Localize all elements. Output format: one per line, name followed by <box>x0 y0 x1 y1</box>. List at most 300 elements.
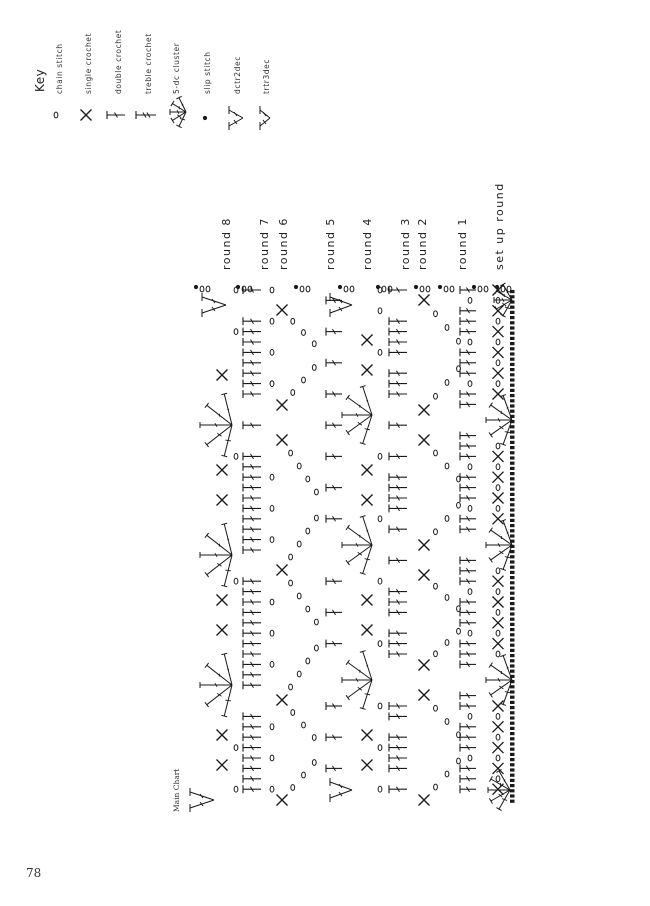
chain-stitch-symbol <box>234 454 238 460</box>
chain-stitch-symbol <box>496 360 500 366</box>
chain-stitch-symbol <box>445 771 449 777</box>
chain-stitch-symbol <box>496 443 500 449</box>
key-label-dctr2dec: dctr2dec <box>233 56 242 94</box>
single-crochet-symbol <box>277 400 288 411</box>
chain-stitch-symbol <box>302 722 306 728</box>
single-crochet-symbol <box>493 493 504 504</box>
single-crochet-symbol <box>419 540 430 551</box>
chain-stitch-symbol <box>420 286 424 292</box>
key-label-treble-crochet: treble crochet <box>144 33 153 94</box>
double-crochet-symbol <box>243 494 261 502</box>
chain-stitch-symbol <box>291 785 295 791</box>
slip-stitch-symbol <box>376 285 380 289</box>
chain-stitch-symbol <box>306 286 310 292</box>
chain-stitch-symbol <box>297 541 301 547</box>
chain-stitch-symbol <box>496 734 500 740</box>
double-crochet-symbol <box>389 702 407 710</box>
single-crochet-symbol <box>493 638 504 649</box>
dctr2dec-symbol <box>330 778 352 802</box>
double-crochet-symbol <box>243 463 261 471</box>
single-crochet-symbol <box>81 110 92 121</box>
key-label-trtr3dec: trtr3dec <box>262 58 271 94</box>
chain-stitch-symbol <box>200 286 204 292</box>
5-dc-cluster-symbol <box>200 393 232 457</box>
chain-stitch-symbol <box>496 381 500 387</box>
double-crochet-symbol <box>460 369 476 377</box>
chain-stitch-symbol <box>291 710 295 716</box>
double-crochet-symbol <box>389 369 407 377</box>
chain-stitch-symbol <box>289 554 293 560</box>
chain-stitch-symbol <box>468 630 472 636</box>
double-crochet-symbol <box>389 588 407 596</box>
chain-stitch-symbol <box>270 786 274 792</box>
double-crochet-symbol <box>243 619 261 627</box>
single-crochet-symbol <box>362 730 373 741</box>
chain-stitch-symbol <box>234 786 238 792</box>
chain-stitch-symbol <box>270 662 274 668</box>
double-crochet-symbol <box>326 702 342 710</box>
chain-stitch-symbol <box>291 390 295 396</box>
double-crochet-symbol <box>389 556 407 564</box>
double-crochet-symbol <box>460 473 476 481</box>
single-crochet-symbol <box>493 472 504 483</box>
double-crochet-symbol <box>243 380 261 388</box>
double-crochet-symbol <box>243 390 261 398</box>
chain-stitch-symbol <box>496 464 500 470</box>
chain-stitch-symbol <box>496 589 500 595</box>
chain-stitch-symbol <box>302 377 306 383</box>
double-crochet-symbol <box>389 317 407 325</box>
chain-stitch-symbol <box>450 286 454 292</box>
double-crochet-symbol <box>243 338 261 346</box>
double-crochet-symbol <box>243 754 261 762</box>
chain-stitch-symbol <box>468 464 472 470</box>
chain-stitch-symbol <box>54 112 58 118</box>
double-crochet-symbol <box>243 588 261 596</box>
chain-stitch-symbol <box>378 703 382 709</box>
double-crochet-symbol <box>243 785 261 793</box>
single-crochet-symbol <box>217 760 228 771</box>
chain-stitch-symbol <box>434 450 438 456</box>
double-crochet-symbol <box>389 712 407 720</box>
double-crochet-symbol <box>460 702 476 710</box>
double-crochet-symbol <box>326 515 342 523</box>
double-crochet-symbol <box>460 317 476 325</box>
double-crochet-symbol <box>389 504 407 512</box>
double-crochet-symbol <box>460 525 476 533</box>
double-crochet-symbol <box>389 338 407 346</box>
single-crochet-symbol <box>277 795 288 806</box>
chain-stitch-symbol <box>445 719 449 725</box>
single-crochet-symbol <box>217 370 228 381</box>
chart-title: Main Chart <box>172 768 181 812</box>
double-crochet-symbol <box>460 348 476 356</box>
chain-stitch-symbol <box>434 651 438 657</box>
chain-stitch-symbol <box>496 776 500 782</box>
double-crochet-symbol <box>460 775 476 783</box>
chain-stitch-symbol <box>378 578 382 584</box>
double-crochet-symbol <box>243 598 261 606</box>
chain-stitch-symbol <box>496 506 500 512</box>
slip-stitch-symbol <box>338 285 342 289</box>
chain-stitch-symbol <box>468 298 472 304</box>
double-crochet-symbol <box>326 421 342 429</box>
chain-stitch-symbol <box>445 380 449 386</box>
key-label-single-crochet: single crochet <box>84 32 93 94</box>
double-crochet-symbol <box>326 640 342 648</box>
single-crochet-symbol <box>217 730 228 741</box>
5-dc-cluster-symbol <box>342 386 372 445</box>
double-crochet-symbol <box>460 733 476 741</box>
single-crochet-symbol <box>493 576 504 587</box>
double-crochet-symbol <box>243 744 261 752</box>
double-crochet-symbol <box>243 577 261 585</box>
double-crochet-symbol <box>243 650 261 658</box>
single-crochet-symbol <box>362 760 373 771</box>
key-title: Key <box>33 68 47 92</box>
chain-stitch-symbol <box>270 287 274 293</box>
chain-stitch-symbol <box>434 583 438 589</box>
chain-stitch-symbol <box>234 578 238 584</box>
double-crochet-symbol <box>389 328 407 336</box>
single-crochet-symbol <box>217 595 228 606</box>
single-crochet-symbol <box>419 795 430 806</box>
single-crochet-symbol <box>362 335 373 346</box>
double-crochet-symbol <box>460 650 476 658</box>
chain-stitch-symbol <box>297 671 301 677</box>
double-crochet-symbol <box>243 712 261 720</box>
single-crochet-symbol <box>419 660 430 671</box>
chain-stitch-symbol <box>434 705 438 711</box>
chain-stitch-symbol <box>344 286 348 292</box>
chain-stitch-symbol <box>315 489 319 495</box>
double-crochet-symbol <box>460 442 476 450</box>
double-crochet-symbol <box>460 484 476 492</box>
double-crochet-symbol <box>243 629 261 637</box>
5-dc-cluster-symbol <box>342 651 372 710</box>
single-crochet-symbol <box>362 595 373 606</box>
double-crochet-symbol <box>243 536 261 544</box>
chain-stitch-symbol <box>312 735 316 741</box>
double-crochet-symbol <box>460 328 476 336</box>
single-crochet-symbol <box>493 617 504 628</box>
double-crochet-symbol <box>326 577 342 585</box>
chain-stitch-symbol <box>496 485 500 491</box>
chain-stitch-symbol <box>444 286 448 292</box>
double-crochet-symbol <box>460 515 476 523</box>
chain-stitch-symbol <box>434 784 438 790</box>
chain-stitch-symbol <box>496 630 500 636</box>
chain-stitch-symbol <box>297 593 301 599</box>
treble-crochet-symbol <box>136 111 156 119</box>
single-crochet-symbol <box>419 690 430 701</box>
slip-stitch-symbol <box>438 285 442 289</box>
double-crochet-symbol <box>243 733 261 741</box>
single-crochet-symbol <box>493 513 504 524</box>
chain-stitch-symbol <box>270 755 274 761</box>
chain-stitch-symbol <box>378 454 382 460</box>
chain-stitch-symbol <box>270 318 274 324</box>
trtr3dec-symbol <box>202 293 226 317</box>
double-crochet-symbol <box>389 452 407 460</box>
chain-stitch-symbol <box>206 286 210 292</box>
double-crochet-symbol <box>389 380 407 388</box>
key-label-5dc-cluster: 5-dc cluster <box>172 42 181 94</box>
double-crochet-symbol <box>389 525 407 533</box>
chain-stitch-symbol <box>496 318 500 324</box>
double-crochet-symbol <box>460 660 476 668</box>
double-crochet-symbol <box>326 608 342 616</box>
chain-stitch-symbol <box>270 599 274 605</box>
round-label-1: round 1 <box>456 217 469 270</box>
double-crochet-symbol <box>389 754 407 762</box>
chain-stitch-symbol <box>378 350 382 356</box>
double-crochet-symbol <box>243 660 261 668</box>
single-crochet-symbol <box>493 451 504 462</box>
double-crochet-symbol <box>389 484 407 492</box>
key-label-double-crochet: double crochet <box>114 29 123 94</box>
5-dc-cluster-symbol <box>486 395 512 446</box>
double-crochet-symbol <box>460 640 476 648</box>
slip-stitch-symbol <box>194 285 198 289</box>
double-crochet-symbol <box>243 484 261 492</box>
chain-stitch-symbol <box>270 506 274 512</box>
double-crochet-symbol <box>460 494 476 502</box>
single-crochet-symbol <box>362 495 373 506</box>
round-label-2: round 2 <box>416 217 429 270</box>
double-crochet-symbol <box>243 359 261 367</box>
chain-stitch-symbol <box>270 537 274 543</box>
double-crochet-symbol <box>326 452 342 460</box>
chain-stitch-symbol <box>378 308 382 314</box>
single-crochet-symbol <box>493 721 504 732</box>
chain-stitch-symbol <box>291 318 295 324</box>
5-dc-cluster-symbol <box>170 96 186 127</box>
chain-stitch-symbol <box>300 286 304 292</box>
double-crochet-symbol <box>460 619 476 627</box>
single-crochet-symbol <box>419 570 430 581</box>
chain-stitch-symbol <box>468 755 472 761</box>
double-crochet-symbol <box>389 598 407 606</box>
slip-stitch-symbol <box>294 285 298 289</box>
page-number: 78 <box>26 866 42 880</box>
double-crochet-symbol <box>243 348 261 356</box>
trtr3dec-symbol <box>190 788 214 812</box>
slip-stitch-symbol <box>203 116 207 120</box>
double-crochet-symbol <box>460 577 476 585</box>
chain-stitch-symbol <box>315 515 319 521</box>
double-crochet-symbol <box>107 111 125 119</box>
double-crochet-symbol <box>389 390 407 398</box>
chain-stitch-symbol <box>306 528 310 534</box>
single-crochet-symbol <box>217 625 228 636</box>
slip-stitch-symbol <box>236 285 240 289</box>
double-crochet-symbol <box>243 504 261 512</box>
chain-stitch-symbol <box>445 325 449 331</box>
single-crochet-symbol <box>362 365 373 376</box>
double-crochet-symbol <box>460 567 476 575</box>
5-dc-cluster-symbol <box>200 653 232 717</box>
chain-stitch-symbol <box>434 529 438 535</box>
chain-stitch-symbol <box>270 630 274 636</box>
double-crochet-symbol <box>389 348 407 356</box>
single-crochet-symbol <box>217 495 228 506</box>
single-crochet-symbol <box>217 465 228 476</box>
single-crochet-symbol <box>493 597 504 608</box>
double-crochet-symbol <box>243 452 261 460</box>
double-crochet-symbol <box>389 640 407 648</box>
double-crochet-symbol <box>460 608 476 616</box>
chain-stitch-symbol <box>434 311 438 317</box>
chain-stitch-symbol <box>445 595 449 601</box>
chain-stitch-symbol <box>468 381 472 387</box>
double-crochet-symbol <box>460 723 476 731</box>
dctr2dec-key-symbol <box>229 106 243 130</box>
slip-stitch-symbol <box>495 285 499 289</box>
round-label-7: round 7 <box>258 217 271 270</box>
key-label-slip-stitch: slip stitch <box>203 51 212 94</box>
5-dc-cluster-symbol <box>342 516 372 575</box>
single-crochet-symbol <box>493 389 504 400</box>
double-crochet-symbol <box>460 556 476 564</box>
chain-stitch-symbol <box>302 772 306 778</box>
chain-stitch-symbol <box>306 606 310 612</box>
5-dc-cluster-symbol <box>486 655 512 706</box>
double-crochet-symbol <box>243 640 261 648</box>
chain-stitch-symbol <box>378 786 382 792</box>
double-crochet-symbol <box>389 421 407 429</box>
double-crochet-symbol <box>460 692 476 700</box>
round-label-3: round 3 <box>399 217 412 270</box>
double-crochet-symbol <box>243 317 261 325</box>
round-label-5: round 5 <box>324 217 337 270</box>
chain-stitch-symbol <box>468 589 472 595</box>
chain-stitch-symbol <box>457 366 461 372</box>
5-dc-cluster-symbol <box>200 523 232 587</box>
chain-stitch-symbol <box>496 651 500 657</box>
chain-stitch-symbol <box>306 658 310 664</box>
double-crochet-symbol <box>389 744 407 752</box>
round-label-8: round 8 <box>220 217 233 270</box>
chain-stitch-symbol <box>315 645 319 651</box>
chain-stitch-symbol <box>289 450 293 456</box>
single-crochet-symbol <box>493 368 504 379</box>
double-crochet-symbol <box>389 764 407 772</box>
chain-stitch-symbol <box>289 580 293 586</box>
double-crochet-symbol <box>389 629 407 637</box>
double-crochet-symbol <box>460 390 476 398</box>
chain-stitch-symbol <box>306 476 310 482</box>
round-label-4: round 4 <box>361 217 374 270</box>
chain-stitch-symbol <box>297 463 301 469</box>
chain-stitch-symbol <box>289 684 293 690</box>
key-label-chain-stitch: chain stitch <box>55 43 64 94</box>
chain-stitch-symbol <box>378 641 382 647</box>
single-crochet-symbol <box>277 435 288 446</box>
double-crochet-symbol <box>243 515 261 523</box>
double-crochet-symbol <box>243 671 261 679</box>
chain-stitch-symbol <box>478 286 482 292</box>
chain-stitch-symbol <box>468 339 472 345</box>
chain-stitch-symbol <box>496 755 500 761</box>
chain-stitch-symbol <box>457 502 461 508</box>
double-crochet-symbol <box>326 484 342 492</box>
double-crochet-symbol <box>243 525 261 533</box>
chain-stitch-symbol <box>484 286 488 292</box>
chain-stitch-symbol <box>468 714 472 720</box>
chain-stitch-symbol <box>270 350 274 356</box>
chain-stitch-symbol <box>445 463 449 469</box>
single-crochet-symbol <box>493 701 504 712</box>
double-crochet-symbol <box>460 452 476 460</box>
chain-stitch-symbol <box>496 339 500 345</box>
slip-stitch-symbol <box>414 285 418 289</box>
chain-stitch-symbol <box>445 516 449 522</box>
chain-stitch-symbol <box>312 341 316 347</box>
chain-stitch-symbol <box>468 506 472 512</box>
chain-stitch-symbol <box>496 610 500 616</box>
chain-stitch-symbol <box>501 286 505 292</box>
chain-stitch-symbol <box>378 745 382 751</box>
double-crochet-symbol <box>389 650 407 658</box>
double-crochet-symbol <box>460 432 476 440</box>
chain-stitch-symbol <box>350 286 354 292</box>
double-crochet-symbol <box>326 764 342 772</box>
single-crochet-symbol <box>493 326 504 337</box>
single-crochet-symbol <box>277 565 288 576</box>
double-crochet-symbol <box>460 744 476 752</box>
single-crochet-symbol <box>493 763 504 774</box>
double-crochet-symbol <box>460 307 476 315</box>
single-crochet-symbol <box>419 435 430 446</box>
double-crochet-symbol <box>243 546 261 554</box>
double-crochet-symbol <box>243 764 261 772</box>
trtr3dec-key-symbol <box>260 106 270 130</box>
single-crochet-symbol <box>277 305 288 316</box>
double-crochet-symbol <box>243 328 261 336</box>
double-crochet-symbol <box>243 608 261 616</box>
chain-stitch-symbol <box>496 714 500 720</box>
double-crochet-symbol <box>326 390 342 398</box>
chain-stitch-symbol <box>507 286 511 292</box>
double-crochet-symbol <box>389 494 407 502</box>
double-crochet-symbol <box>389 473 407 481</box>
single-crochet-symbol <box>277 695 288 706</box>
double-crochet-symbol <box>326 733 342 741</box>
slip-stitch-symbol <box>472 285 476 289</box>
double-crochet-symbol <box>389 785 407 793</box>
round-label-set-up: set up round <box>493 182 506 270</box>
double-crochet-symbol <box>460 764 476 772</box>
double-crochet-symbol <box>243 775 261 783</box>
chain-stitch-symbol <box>234 329 238 335</box>
double-crochet-symbol <box>326 328 342 336</box>
single-crochet-symbol <box>419 295 430 306</box>
double-crochet-symbol <box>243 723 261 731</box>
chain-stitch-symbol <box>457 338 461 344</box>
chain-stitch-symbol <box>382 286 386 292</box>
dctr2dec-symbol <box>330 293 352 317</box>
double-crochet-symbol <box>460 598 476 606</box>
chain-stitch-symbol <box>457 758 461 764</box>
single-crochet-symbol <box>362 625 373 636</box>
chain-stitch-symbol <box>234 745 238 751</box>
chain-stitch-symbol <box>270 381 274 387</box>
single-crochet-symbol <box>493 742 504 753</box>
chain-stitch-symbol <box>312 365 316 371</box>
double-crochet-symbol <box>326 359 342 367</box>
chain-stitch-symbol <box>270 474 274 480</box>
